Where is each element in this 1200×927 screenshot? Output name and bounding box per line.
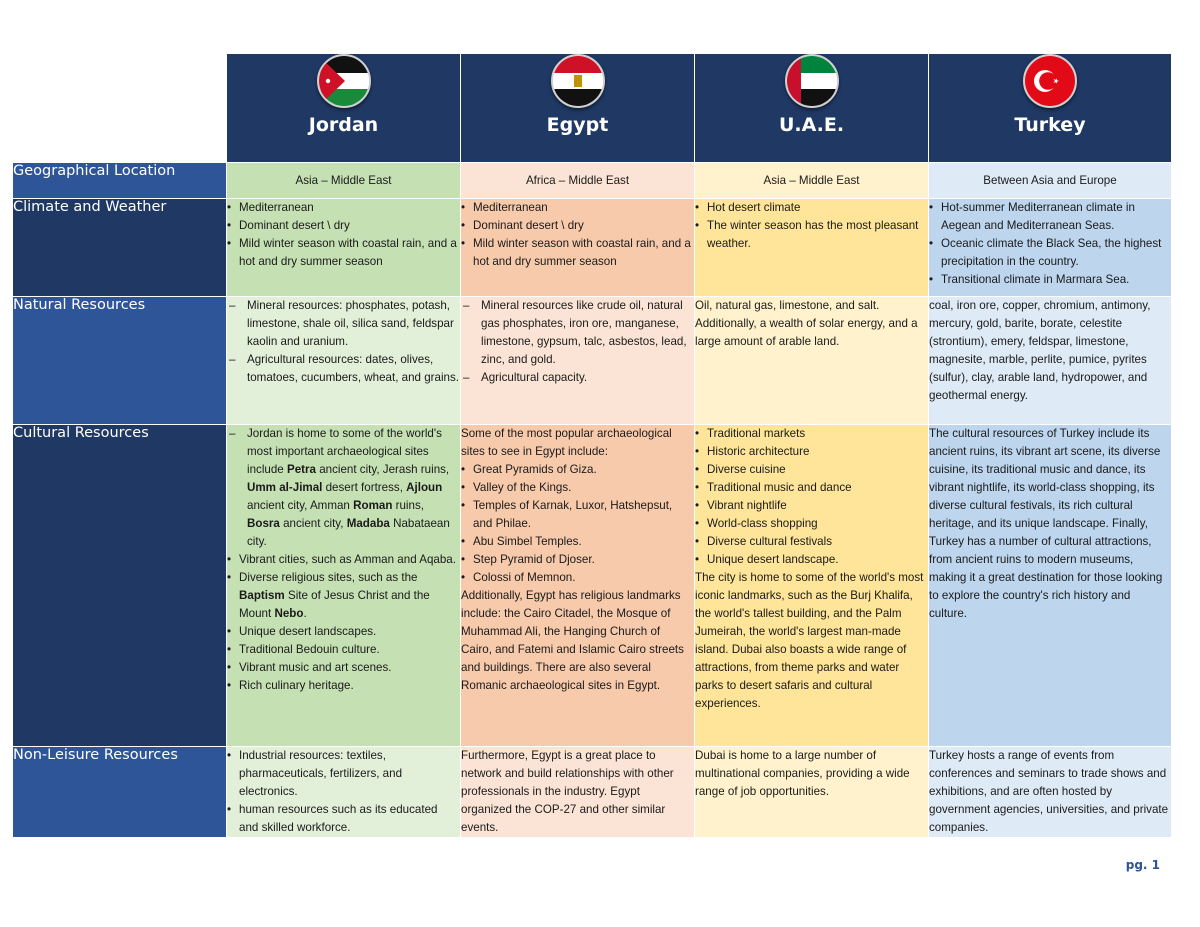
row-climate — [13, 199, 1172, 297]
text: Petra — [286, 463, 316, 476]
row-label-non-leisure-resources: Non-Leisure Resources — [13, 747, 227, 838]
climate-egypt — [461, 199, 695, 297]
header-jordan — [227, 54, 461, 163]
text: Roman — [353, 499, 393, 512]
text: Diverse religious sites, such as the — [239, 571, 418, 584]
list-item: • Mild winter season with coastal rain, and a hot and dry summer season — [227, 235, 460, 271]
list-item: • Diverse cultural festivals — [695, 533, 928, 551]
list-item: • Unique desert landscapes. — [227, 623, 460, 641]
list-item: • Hot-summer Mediterranean climate in Aegean and Mediterranean Seas. — [929, 199, 1171, 235]
row-label-geographical-location: Geographical Location — [13, 163, 227, 199]
text: ruins, — [392, 499, 424, 512]
list-item: • Dominant desert \ dry — [227, 217, 460, 235]
header-uae — [695, 54, 929, 163]
header-row — [13, 54, 1172, 163]
natural-uae: Oil, natural gas, limestone, and salt. Additionally, a wealth of solar energy, and a large amount of arable land. — [695, 297, 929, 425]
country-turkey: Turkey — [1014, 114, 1086, 136]
header-egypt — [461, 54, 695, 163]
text: Site of Jesus Christ and the Mount — [239, 589, 430, 620]
list-item: • human resources such as its educated and skilled workforce. — [227, 801, 460, 837]
list-item: – Agricultural resources: dates, olives, tomatoes, cucumbers, wheat, and grains. — [227, 351, 460, 387]
list-item: • Unique desert landscape. — [695, 551, 928, 569]
climate-jordan — [227, 199, 461, 297]
list-item: • The winter season has the most pleasant weather. — [695, 217, 928, 253]
uae-flag-icon — [785, 54, 839, 108]
country-uae: U.A.E. — [778, 114, 845, 136]
list-item: • Great Pyramids of Giza. — [461, 461, 694, 479]
list-item: • Transitional climate in Marmara Sea. — [929, 271, 1171, 289]
header-corner — [13, 54, 227, 163]
text: Bosra — [247, 517, 280, 530]
climate-uae — [695, 199, 929, 297]
text: Additionally, Egypt has religious landmarks include: the Cairo Citadel, the Mosque of Muhammad Ali, the Hanging Church of Cairo, and Fatemi and Islamic Cairo streets and buildings. There are also several Romanic archaeological sites in Egypt. — [461, 589, 684, 692]
list-item: • Vibrant music and art scenes. — [227, 659, 460, 677]
jordan-flag-icon — [317, 54, 371, 108]
text: ancient city, Amman — [247, 499, 354, 512]
list-item: • Valley of the Kings. — [461, 479, 694, 497]
row-geographical-location — [13, 163, 1172, 199]
text: Nebo — [274, 607, 304, 620]
row-non-leisure-resources — [13, 747, 1172, 838]
geo-jordan: Asia – Middle East — [227, 163, 461, 199]
text: desert fortress, — [322, 481, 407, 494]
list-item: • Traditional Bedouin culture. — [227, 641, 460, 659]
nonleisure-uae: Dubai is home to a large number of multinational companies, providing a wide range of job opportunities. — [695, 747, 929, 838]
natural-jordan — [227, 297, 461, 425]
list-item: • Mediterranean — [227, 199, 460, 217]
nonleisure-egypt: Furthermore, Egypt is a great place to network and build relationships with other professionals in the industry. Egypt organized the COP-27 and other similar events. — [461, 747, 695, 838]
country-jordan: Jordan — [308, 114, 379, 136]
text: Umm al-Jimal — [247, 481, 323, 494]
list-item: • Traditional music and dance — [695, 479, 928, 497]
list-item: • Traditional markets — [695, 425, 928, 443]
row-label-climate: Climate and Weather — [13, 199, 227, 297]
list-item: • Abu Simbel Temples. — [461, 533, 694, 551]
text: Some of the most popular archaeological sites to see in Egypt include: — [461, 427, 672, 458]
list-item: – Mineral resources: phosphates, potash, limestone, shale oil, silica sand, feldspar kaolin and uranium. — [227, 297, 460, 351]
list-item: • Mild winter season with coastal rain, and a hot and dry summer season — [461, 235, 694, 271]
list-item: • Vibrant cities, such as Amman and Aqaba. — [227, 551, 460, 569]
list-item: • Oceanic climate the Black Sea, the highest precipitation in the country. — [929, 235, 1171, 271]
geo-turkey: Between Asia and Europe — [929, 163, 1172, 199]
list-item: • Diverse cuisine — [695, 461, 928, 479]
list-item: • Rich culinary heritage. — [227, 677, 460, 695]
row-cultural-resources — [13, 425, 1172, 747]
text: The city is home to some of the world's most iconic landmarks, such as the Burj Khalifa, the world's tallest building, and the Palm Jumeirah, the world's largest man-made island. Dubai also boasts a wide range of attractions, from theme parks and water parks to desert safaris and cultural experiences. — [695, 571, 924, 710]
list-item: • Step Pyramid of Djoser. — [461, 551, 694, 569]
list-item: – Mineral resources like crude oil, natural gas phosphates, iron ore, manganese, limestone, gypsum, talc, asbestos, lead, zinc, and gold. — [461, 297, 694, 369]
geo-uae: Asia – Middle East — [695, 163, 929, 199]
list-item: • Vibrant nightlife — [695, 497, 928, 515]
list-item: • Industrial resources: textiles, pharmaceuticals, fertilizers, and electronics. — [227, 747, 460, 801]
climate-turkey — [929, 199, 1172, 297]
text: Madaba — [346, 517, 390, 530]
competitors-table — [12, 53, 1172, 838]
text: Jordan is home to some of the world's most important archaeological sites include — [247, 427, 442, 476]
list-item: • Dominant desert \ dry — [461, 217, 694, 235]
row-natural-resources — [13, 297, 1172, 425]
header-turkey — [929, 54, 1172, 163]
text: ancient city, Jerash ruins, — [315, 463, 450, 476]
cultural-jordan — [227, 425, 461, 747]
list-item — [227, 425, 460, 551]
row-label-natural-resources: Natural Resources — [13, 297, 227, 425]
text: Baptism — [239, 589, 285, 602]
cultural-uae — [695, 425, 929, 747]
text: Ajloun — [406, 481, 443, 494]
page-number: pg. 1 — [1125, 858, 1160, 872]
list-item: • Mediterranean — [461, 199, 694, 217]
nonleisure-turkey: Turkey hosts a range of events from conferences and seminars to trade shows and exhibitions, and are often hosted by government agencies, universities, and private companies. — [929, 747, 1172, 838]
natural-egypt — [461, 297, 695, 425]
turkey-flag-icon — [1023, 54, 1077, 108]
natural-turkey: coal, iron ore, copper, chromium, antimony, mercury, gold, barite, borate, celestite (strontium), emery, feldspar, limestone, magnesite, marble, perlite, pumice, pyrites (sulfur), clay, arable land, hydropower, and geothermal energy. — [929, 297, 1172, 425]
row-label-cultural-resources: Cultural Resources — [13, 425, 227, 747]
text: Nabataean city. — [247, 517, 450, 548]
egypt-flag-icon — [551, 54, 605, 108]
list-item: – Agricultural capacity. — [461, 369, 694, 387]
cultural-egypt — [461, 425, 695, 747]
list-item: • Temples of Karnak, Luxor, Hatshepsut, and Philae. — [461, 497, 694, 533]
geo-egypt: Africa – Middle East — [461, 163, 695, 199]
nonleisure-jordan — [227, 747, 461, 838]
list-item: • Hot desert climate — [695, 199, 928, 217]
text: . — [303, 607, 307, 620]
list-item: • Historic architecture — [695, 443, 928, 461]
list-item: • World-class shopping — [695, 515, 928, 533]
list-item — [227, 569, 460, 623]
cultural-turkey: The cultural resources of Turkey include its ancient ruins, its vibrant art scene, its diverse cuisine, its traditional music and dance, its vibrant nightlife, its world-class shopping, its diverse cultural festivals, its rich cultural heritage, and its unique landscape. Finally, Turkey has a number of cultural attractions, from ancient ruins to modern museums, making it a great destination for those looking to explore the country's rich history and culture. — [929, 425, 1172, 747]
country-egypt: Egypt — [546, 114, 609, 136]
list-item: • Colossi of Memnon. — [461, 569, 694, 587]
text: ancient city, — [279, 517, 347, 530]
